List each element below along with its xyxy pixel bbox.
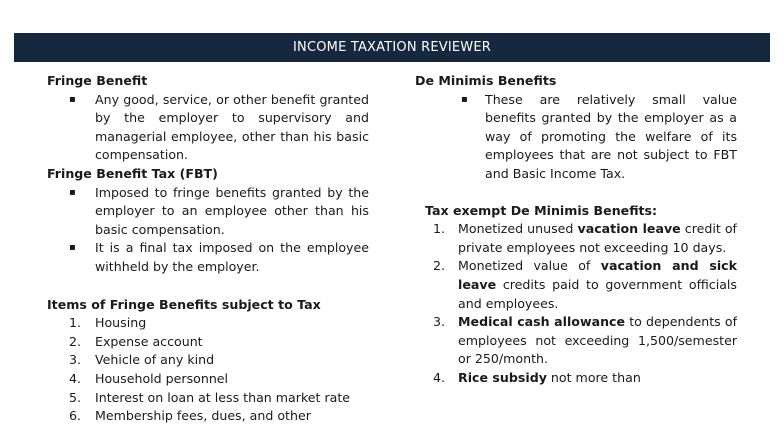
item-text-pre: Monetized unused [458,221,578,237]
item-text-bold: Rice subsidy [458,369,547,385]
fringe-benefit-heading: Fringe Benefit [47,73,148,88]
de-minimis-heading: De Minimis Benefits [415,73,557,88]
list-item [415,257,737,313]
item-text-pre: Monetized value of [458,258,601,274]
list-item [415,313,737,369]
exempt-heading: Tax exempt De Minimis Benefits: [425,202,658,218]
item-number: 3. [433,314,446,330]
item-number: 5. [69,389,82,405]
fbt-list [47,184,369,277]
item-text-bold: vacation and sick leave [458,258,738,292]
item-text-post: credits paid to government officials and employees. [458,276,737,311]
item-number: 3. [69,352,82,368]
item-text-bold: Medical cash allowance [458,314,626,330]
item-number: 4. [433,369,446,385]
page-title: INCOME TAXATION REVIEWER [293,40,491,55]
de-minimis-list [415,91,737,184]
fringe-benefit-list [47,91,369,165]
item-text: Membership fees, dues, and other [95,408,311,424]
list-item [415,220,737,257]
item-text: Expense account [95,333,203,349]
fbt-heading: Fringe Benefit Tax (FBT) [47,165,218,181]
list-item: ▪ These are relatively small value benefits granted by the employer as a way of promoting the welfare of its employees that are not subject to FBT and Basic Income Tax. [415,91,737,184]
items-heading: Items of Fringe Benefits subject to Tax [47,296,321,312]
item-number: 1. [69,315,82,331]
list-item [47,389,369,408]
list-item [47,314,369,333]
item-number: 2. [69,333,82,349]
list-item [47,333,369,352]
list-item [47,370,369,389]
list-item [415,369,737,388]
item-text-post: credit of private employees not exceeding 10 days. [458,221,737,255]
item-text-bold: vacation leave [577,221,681,237]
item-text: Household personnel [95,370,229,386]
item-number: 2. [433,258,446,274]
left-column [47,72,369,426]
item-text: Housing [95,315,147,331]
list-item: ▪ Imposed to fringe benefits granted by the employer to an employee other than his basic compensation. [47,184,369,240]
item-text: Interest on loan at less than market rate [95,389,351,405]
item-number: 6. [69,408,82,424]
item-number: 4. [69,370,82,386]
list-item: ▪ Any good, service, or other benefit granted by the employer to supervisory and managerial employee, other than his basic compensation. [47,91,369,165]
items-list [47,314,369,426]
list-item [47,407,369,426]
item-text-post: to dependents of employees not exceeding 1,500/semester or 250/month. [458,314,737,367]
item-number: 1. [433,221,446,237]
item-text-post: not more than [546,369,641,385]
exempt-list [415,220,737,387]
list-item: ▪ It is a final tax imposed on the employee withheld by the employer. [47,239,369,276]
header-banner [14,33,770,62]
right-column [415,72,737,388]
item-text: Vehicle of any kind [95,352,215,368]
list-item [47,351,369,370]
